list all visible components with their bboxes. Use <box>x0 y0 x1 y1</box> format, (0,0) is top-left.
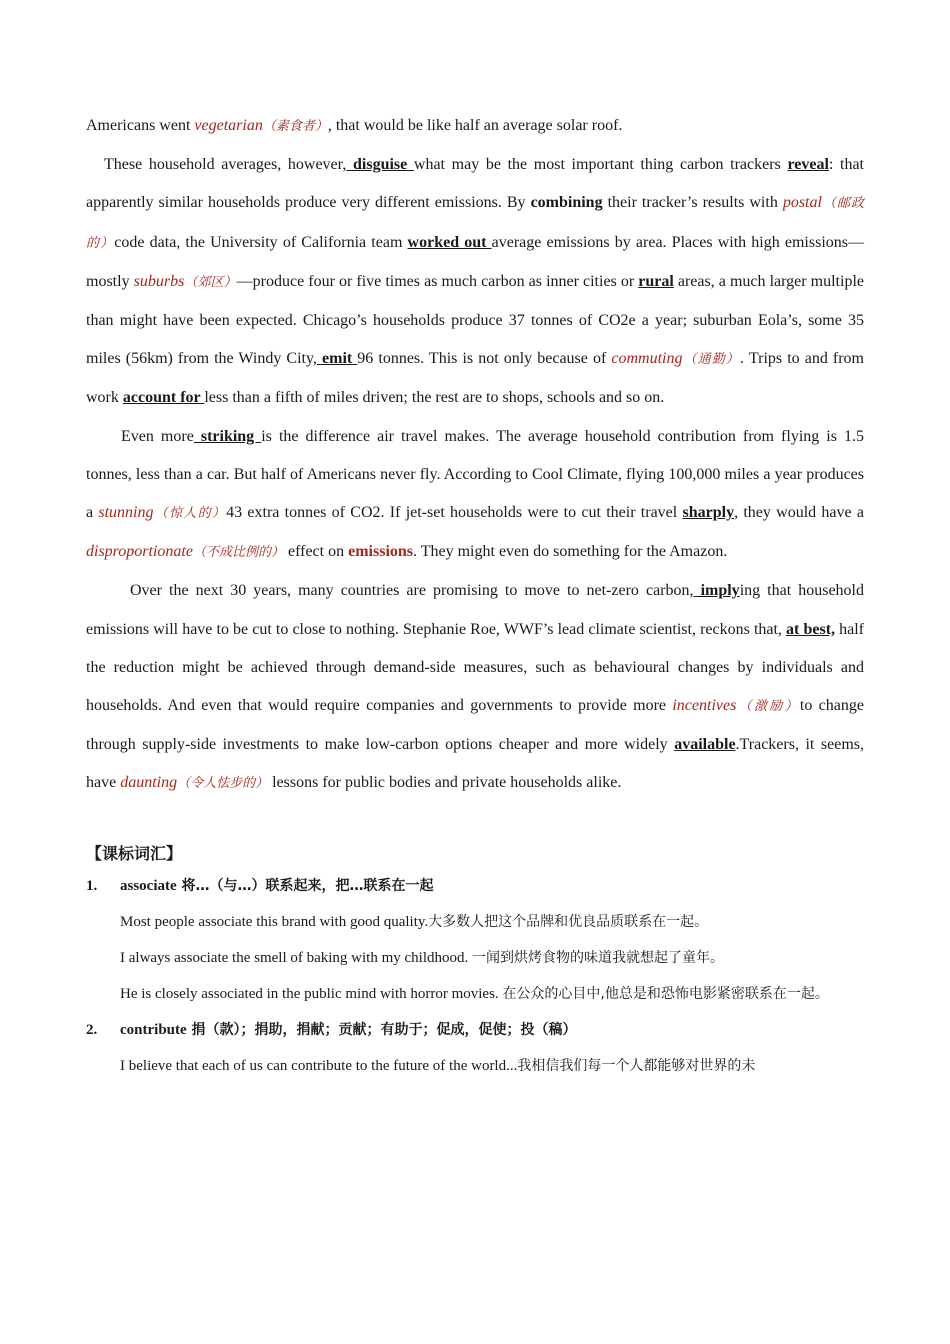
key-word: available <box>674 736 736 754</box>
key-word: reveal <box>787 156 829 174</box>
example-sentence: He is closely associated in the public mind with horror movies. 在公众的心目中,他总是和恐怖电影紧密联系在一起。 <box>120 985 829 1002</box>
article-paragraph-1: These household averages, however, disguise what may be the most important thing carbon trackers reveal: that apparently similar households produce very different emissions. By combining their tracker’s results with postal（邮政的）code data, the University of California team worked out average emissions by area. Places with high emissions—mostly suburbs（郊区）—produce four or five times as much carbon as inner cities or rural areas, a much larger multiple than might have been expected. Chicago’s households produce 37 tonnes of CO2e a year; suburban Eola’s, some 35 miles (56km) from the Windy City, emit 96 tonnes. This is not only because of commuting（通勤）. Trips to and from work account for less than a fifth of miles driven; the rest are to shops, schools and so on. <box>86 156 865 407</box>
highlighted-word: emissions <box>348 543 414 561</box>
vocab-heading: 【课标词汇】 <box>86 843 183 863</box>
glossed-word: disproportionate（不成比例的） <box>86 543 284 561</box>
article-paragraph-0 <box>86 107 864 146</box>
article-paragraph-2: Even more striking is the difference air travel makes. The average household contribution from flying is 1.5 tonnes, less than a car. But half of Americans never fly. According to Cool Climate, flying 100,000 miles a year produces a stunning（惊人的）43 extra tonnes of CO2. If jet-set households were to cut their travel sharply, they would have a disproportionate（不成比例的） effect on emissions. They might even do something for the Amazon. <box>86 427 865 561</box>
glossed-word: incentives（激励） <box>672 697 800 715</box>
glossed-word: commuting（通勤） <box>611 350 740 368</box>
key-word: at best, <box>786 620 836 638</box>
glossed-word: stunning（惊人的） <box>98 504 227 522</box>
vocab-entry: 1. associate 将…（与…）联系起来，把…联系在一起 <box>86 877 434 894</box>
text: , that would be like half an average solar roof. <box>327 117 623 134</box>
vocab-entry: 2. contribute 捐（款）；捐助，捐献；贡献；有助于；促成，促使；投（稿） <box>86 1021 577 1038</box>
example-sentence: I always associate the smell of baking with my childhood. 一闻到烘烤食物的味道我就想起了童年。 <box>120 949 725 966</box>
glossed-word: daunting（令人怯步的） <box>120 774 269 792</box>
key-word: disguise <box>346 156 414 174</box>
glossed-word: vegetarian（素食者） <box>194 117 328 134</box>
key-word: sharply <box>682 504 735 522</box>
bold-word: combining <box>530 194 603 212</box>
glossed-word: suburbs（郊区） <box>133 272 237 290</box>
key-word: imply <box>693 582 740 600</box>
document-page <box>86 107 864 1084</box>
key-word: worked out <box>407 233 492 251</box>
article-paragraph-3: Over the next 30 years, many countries are promising to move to net-zero carbon, implying that household emissions will have to be cut to close to nothing. Stephanie Roe, WWF’s lead climate scientist, reckons that, at best, half the reduction might be achieved through demand-side measures, such as behavioural changes by individuals and households. And even that would require companies and governments to provide more incentives（激励）to change through supply-side investments to make low-carbon options cheaper and more widely available.Trackers, it seems, have daunting（令人怯步的） lessons for public bodies and private households alike. <box>86 582 865 792</box>
example-sentence: I believe that each of us can contribute to the future of the world...我相信我们每一个人都能够对世界的未 <box>120 1057 756 1074</box>
text: Americans went <box>86 117 195 134</box>
example-sentence: Most people associate this brand with good quality.大多数人把这个品牌和优良品质联系在一起。 <box>120 913 709 930</box>
glossed-word: postal（邮政的） <box>86 194 864 251</box>
key-word: striking <box>193 427 262 445</box>
key-word: account for <box>122 389 205 407</box>
key-word: rural <box>638 272 674 290</box>
key-word: emit <box>316 350 358 368</box>
